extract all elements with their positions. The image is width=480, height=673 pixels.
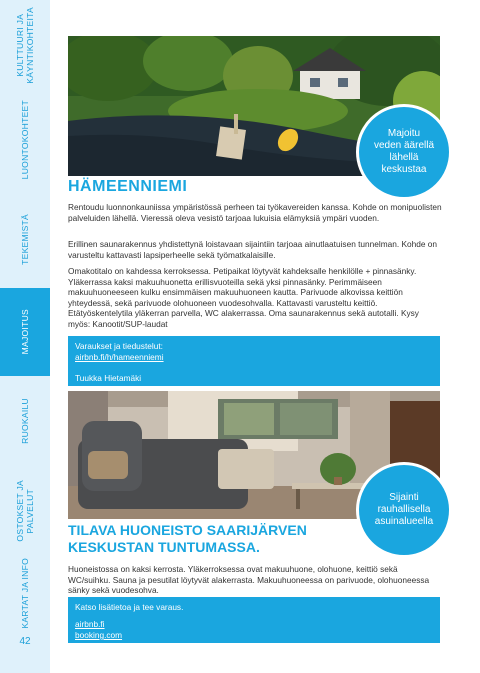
- airbnb-link[interactable]: airbnb.fi/h/hameenniemi: [75, 352, 164, 362]
- listing-paragraph: Huoneistossa on kaksi kerrosta. Yläkerroksessa ovat makuuhuone, olohuone, keittiö sekä WC/suihku. Sauna ja pesutilat löytyvät alakerrasta. Makuuhuoneessa on parivuode, olohuoneessa sänky sekä vuodesohva.: [68, 564, 430, 596]
- sidebar-tab-luontokohteet[interactable]: [0, 90, 50, 190]
- listing-paragraph: Omakotitalo on kahdessa kerroksessa. Petipaikat löytyvät kahdeksalle henkilölle + pinnasänky. Yläkerrassa kaksi makuuhuonetta erillisvuoteilla sekä yksi pinnasänky. Perimmäiseen makuuhuoneeseen kulku ensimmäisen makuuhuoneen kautta. Parivuode alkovissa keittiön yhteydessä, sekä parivuode olohuoneen vuodesohvalla. Kattavasti varusteltu keittiö. Etätyöskentelytila yläkerran parvella, WC alakerrassa. Oma saunarakennus sekä autotalli. Kysy myös: Kanootit/SUP-laudat: [68, 266, 419, 329]
- sidebar-tab-kulttuuri[interactable]: [0, 0, 50, 90]
- sidebar-tab-ostokset[interactable]: [0, 466, 50, 556]
- contact-name: Tuukka Hietamäki: [75, 373, 142, 383]
- sidebar-nav: [0, 0, 50, 673]
- sidebar-tab-label: KULTTUURI JA KÄYNTIKOHTEITA: [15, 6, 35, 84]
- listing-title: TILAVA HUONEISTO SAARIJÄRVEN KESKUSTAN TUNTUMASSA.: [68, 522, 307, 555]
- sidebar-tab-label: RUOKAILU: [20, 398, 30, 444]
- booking-heading: Katso lisätietoa ja tee varaus.: [75, 602, 184, 612]
- sidebar-tab-label: MAJOITUS: [20, 309, 30, 355]
- sidebar-tab-label: KARTAT JA INFO: [20, 557, 30, 629]
- sidebar-tab-label: LUONTOKOHTEET: [20, 100, 30, 180]
- highlight-circle: Majoitu veden äärellä lähellä keskustaa: [356, 104, 452, 200]
- highlight-circle: Sijainti rauhallisella asuinalueella: [356, 462, 452, 558]
- booking-info-box: [68, 336, 440, 386]
- page-number: 42: [19, 636, 31, 647]
- sidebar-tab-majoitus[interactable]: [0, 288, 50, 376]
- airbnb-link[interactable]: airbnb.fi: [75, 619, 105, 629]
- sidebar-tab-label: TEKEMISTÄ: [20, 213, 30, 265]
- booking-heading: Varaukset ja tiedustelut:: [75, 341, 163, 351]
- sidebar-tab-ruokailu[interactable]: [0, 376, 50, 466]
- listing-paragraph: Rentoudu luonnonkauniissa ympäristössä perheen tai työkavereiden kanssa. Kohde on monipuolisten palveluiden lähellä. Vieressä oleva vesistö tarjoaa lukuisia elämyksiä ympäri vuoden.: [68, 202, 442, 223]
- booking-link[interactable]: booking.com: [75, 630, 123, 640]
- sidebar-tab-label: OSTOKSET JA PALVELUT: [15, 480, 35, 542]
- booking-info-box: [68, 597, 440, 643]
- sidebar-tab-kartat[interactable]: [0, 556, 50, 630]
- listing-title: HÄMEENNIEMI: [68, 178, 188, 195]
- listing-paragraph: Erillinen saunarakennus yhdistettynä loistavaan sijaintiin tarjoaa ainutlaatuisen tunnelman. Kohde on varusteltu kattavasti lapsiperheelle sekä työmatkalaisille.: [68, 239, 437, 260]
- sidebar-tab-tekemista[interactable]: [0, 190, 50, 288]
